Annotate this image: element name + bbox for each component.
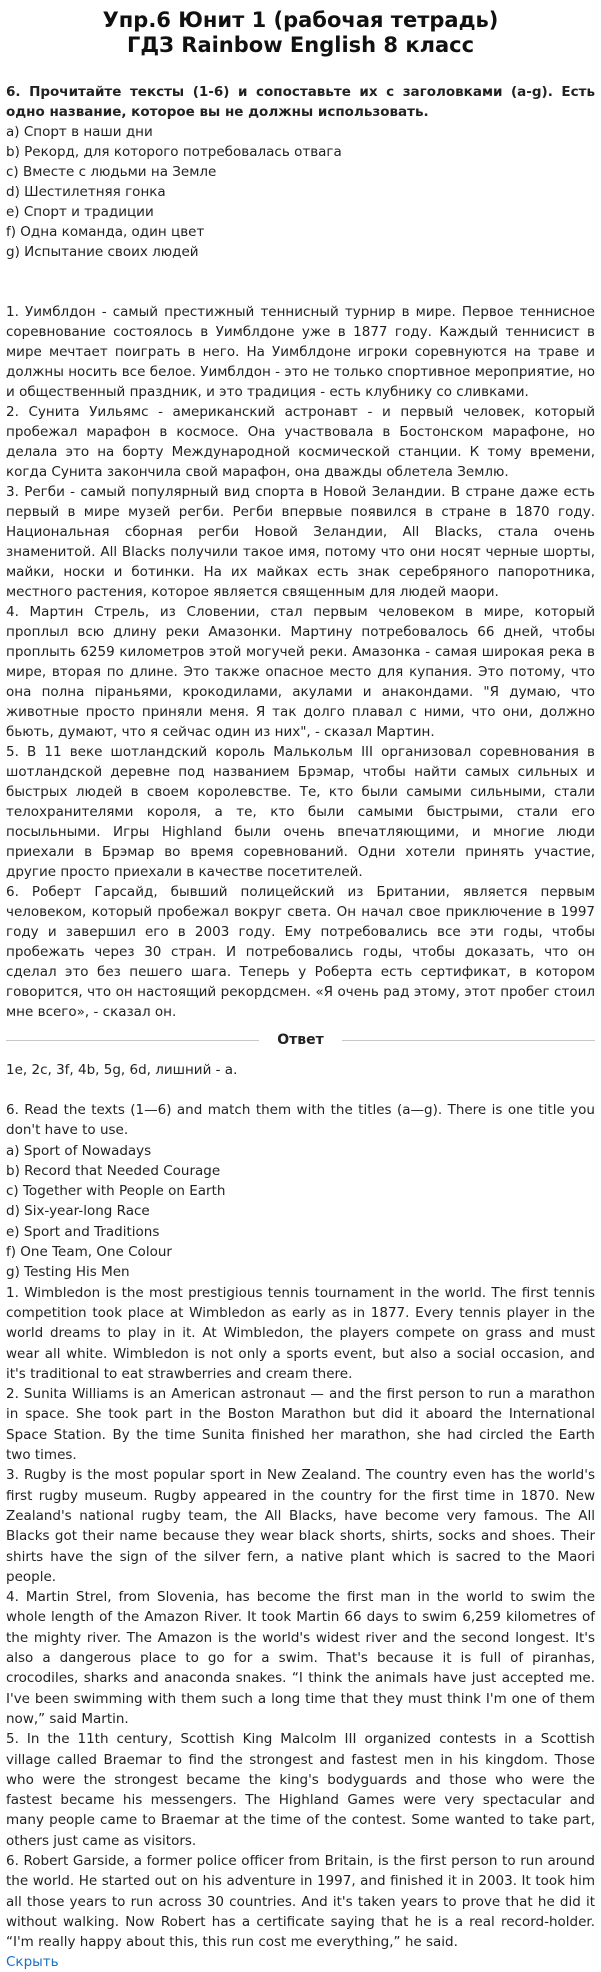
title-line-2: ГДЗ Rainbow English 8 класс (126, 33, 475, 57)
en-section (6, 1100, 595, 1952)
en-paragraph: 5. In the 11th century, Scottish King Malcolm III organized contests in a Scottish village called Braemar to find the strongest and fastest men in his kingdom. Those who were the strongest became the king's bodyguards and those who were the fastest became his messengers. The Highland Games were very spectacular and many people came to Braemar at the time of the contest. Some wanted to take part, others just came as visitors. (6, 1731, 595, 1849)
ru-paragraph: 6. Роберт Гарсайд, бывший полицейский из Британии, является первым человеком, который пробежал вокруг света. Он начал свое приключение в 1997 году и завершил его в 2003 году. Ему потребовались все эти годы, чтобы пробежать через 30 стран. И потребовались годы, чтобы доказать, что он сделал это без пешего шага. Теперь у Роберта есть сертификат, в котором говорится, что он настоящий рекордсмен. «Я очень рад этому, этот пробег стоил мне всего», - сказал он. (6, 884, 595, 1020)
en-option: c) Together with People on Earth (6, 1183, 226, 1200)
ru-section (6, 82, 595, 1022)
ru-paragraph: 4. Мартин Стрель, из Словении, стал первым человеком в мире, который проплыл всю длину реки Амазонки. Мартину потребовалось 66 дней, чтобы проплыть 6259 километров этой могучей реки. Амазонка - самая широкая река в мире, вторая по длине. Это также опасное место для купания. Это потому, что она полна піраньями, крокодилами, акулами и анакондами. "Я думаю, что животные просто приняли меня. Я так долго плавал с ними, что они, должно бьють, думают, что я сейчас один из них", - сказал Мартин. (6, 604, 595, 740)
ru-option: e) Спорт и традиции (6, 204, 154, 220)
en-option: g) Testing His Men (6, 1264, 130, 1281)
en-paragraph: 3. Rugby is the most popular sport in New Zealand. The country even has the world's first rugby museum. Rugby appeared in the country for the first time in 1870. New Zealand's national rugby team, the All Blacks, have become very famous. The All Blacks got their name because they wear black shorts, shirts, socks and shoes. Their shirts have the sign of the silver fern, a native plant which is sacred to the Maori people. (6, 1467, 595, 1585)
ru-option: b) Рекорд, для которого потребовалась отвага (6, 144, 342, 160)
page-title (6, 8, 595, 58)
answer-label: Ответ (277, 1032, 324, 1048)
en-paragraph: 6. Robert Garside, a former police officer from Britain, is the first person to run around the world. He started out on his adventure in 1997, and finished it in 2003. It took him all those years to run across 30 countries. And it's taken years to prove that he did it without walking. Now Robert has a certificate saying that he is a real record-holder. “I'm really happy about this, this run cost me everything,” he said. (6, 1852, 595, 1951)
title-line-1: Упр.6 Юнит 1 (рабочая тетрадь) (102, 8, 499, 32)
en-option: a) Sport of Nowadays (6, 1142, 152, 1159)
ru-paragraph: 1. Уимблдон - самый престижный теннисный турнир в мире. Первое теннисное соревнование состоялось в Уимблдоне уже в 1877 году. Каждый теннисист в мире мечтает поиграть в него. На Уимблдоне игроки соревнуются на траве и должны носить все белое. Уимблдон - это не только спортивное мероприятие, но и общественный праздник, и это традиция - есть клубнику со сливками. (6, 304, 595, 400)
ru-option: c) Вместе с людьми на Земле (6, 164, 217, 180)
en-option: f) One Team, One Colour (6, 1244, 172, 1261)
en-option: b) Record that Needed Courage (6, 1162, 221, 1179)
ru-paragraph: 2. Сунита Уильямс - американский астронавт - и первый человек, который пробежал марафон в космосе. Она участвовала в Бостонском марафоне, но делала это на борту Международной космической станции. К тому времени, когда Сунита закончила свой марафон, она дважды облетела Землю. (6, 404, 595, 480)
ru-paragraph: 5. В 11 веке шотландский король Малькольм III организовал соревнования в шотландской деревне под названием Брэмар, чтобы найти самых сильных и быстрых людей в своем королевстве. Те, кто были самыми сильными, стали телохранителями короля, а те, кто были самыми быстрыми, стали его посыльными. Игры Highland были очень впечатляющими, и многие люди приехали в Брэмар во время соревнований. Одни хотели принять участие, другие просто приехали в качестве посетителей. (6, 744, 595, 880)
ru-option: a) Спорт в наши дни (6, 124, 153, 140)
ru-option: d) Шестилетняя гонка (6, 184, 166, 200)
en-task-heading: 6. Read the texts (1—6) and match them with the titles (a—g). There is one title you don't have to use. (6, 1102, 595, 1139)
ru-paragraph: 3. Регби - самый популярный вид спорта в Новой Зеландии. В стране даже есть первый в мире музей регби. Регби впервые появился в стране в 1870 году. Национальная сборная регби Новой Зеландии, All Blacks, стала очень знаменитой. All Blacks получили такое имя, потому что они носят черные шорты, майки, носки и ботинки. На их майках есть знак серебряного папоротника, местного растения, которое является священным для людей маори. (6, 484, 595, 600)
answer-divider (6, 1030, 595, 1050)
collapse-link[interactable]: Скрыть (6, 1954, 59, 1971)
en-paragraph: 1. Wimbledon is the most prestigious tennis tournament in the world. The first tennis competition took place at Wimbledon as early as in 1877. Every tennis player in the world dreams to play in it. At Wimbledon, the players compete on grass and must wear all white. Wimbledon is not only a sports event, but also a social occasion, and it's traditional to eat strawberries and cream there. (6, 1284, 595, 1382)
en-paragraph: 2. Sunita Williams is an American astronaut — and the first person to run a marathon in space. She took part in the Boston Marathon but did it aboard the International Space Station. By the time Sunita finished her marathon, she had circled the Earth two times. (6, 1386, 595, 1464)
ru-option: g) Испытание своих людей (6, 244, 199, 260)
ru-task-heading: 6. Прочитайте тексты (1-6) и сопоставьте их с заголовками (a-g). Есть одно название, которое вы не должны использовать. (6, 84, 595, 120)
en-option: e) Sport and Traditions (6, 1223, 160, 1240)
ru-option: f) Одна команда, один цвет (6, 224, 205, 240)
answer-text: 1e, 2c, 3f, 4b, 5g, 6d, лишний - a. (6, 1062, 238, 1078)
en-paragraph: 4. Martin Strel, from Slovenia, has become the first man in the world to swim the whole length of the Amazon River. It took Martin 66 days to swim 6,259 kilometres of the mighty river. The Amazon is the world's widest river and the second longest. It's also a dangerous place to go for a swim. That's because it is full of piranhas, crocodiles, sharks and anaconda snakes. “I think the animals have just accepted me. I've been swimming with them such a long time that they must think I'm one of them now,” said Martin. (6, 1589, 595, 1727)
en-option: d) Six-year-long Race (6, 1203, 150, 1220)
